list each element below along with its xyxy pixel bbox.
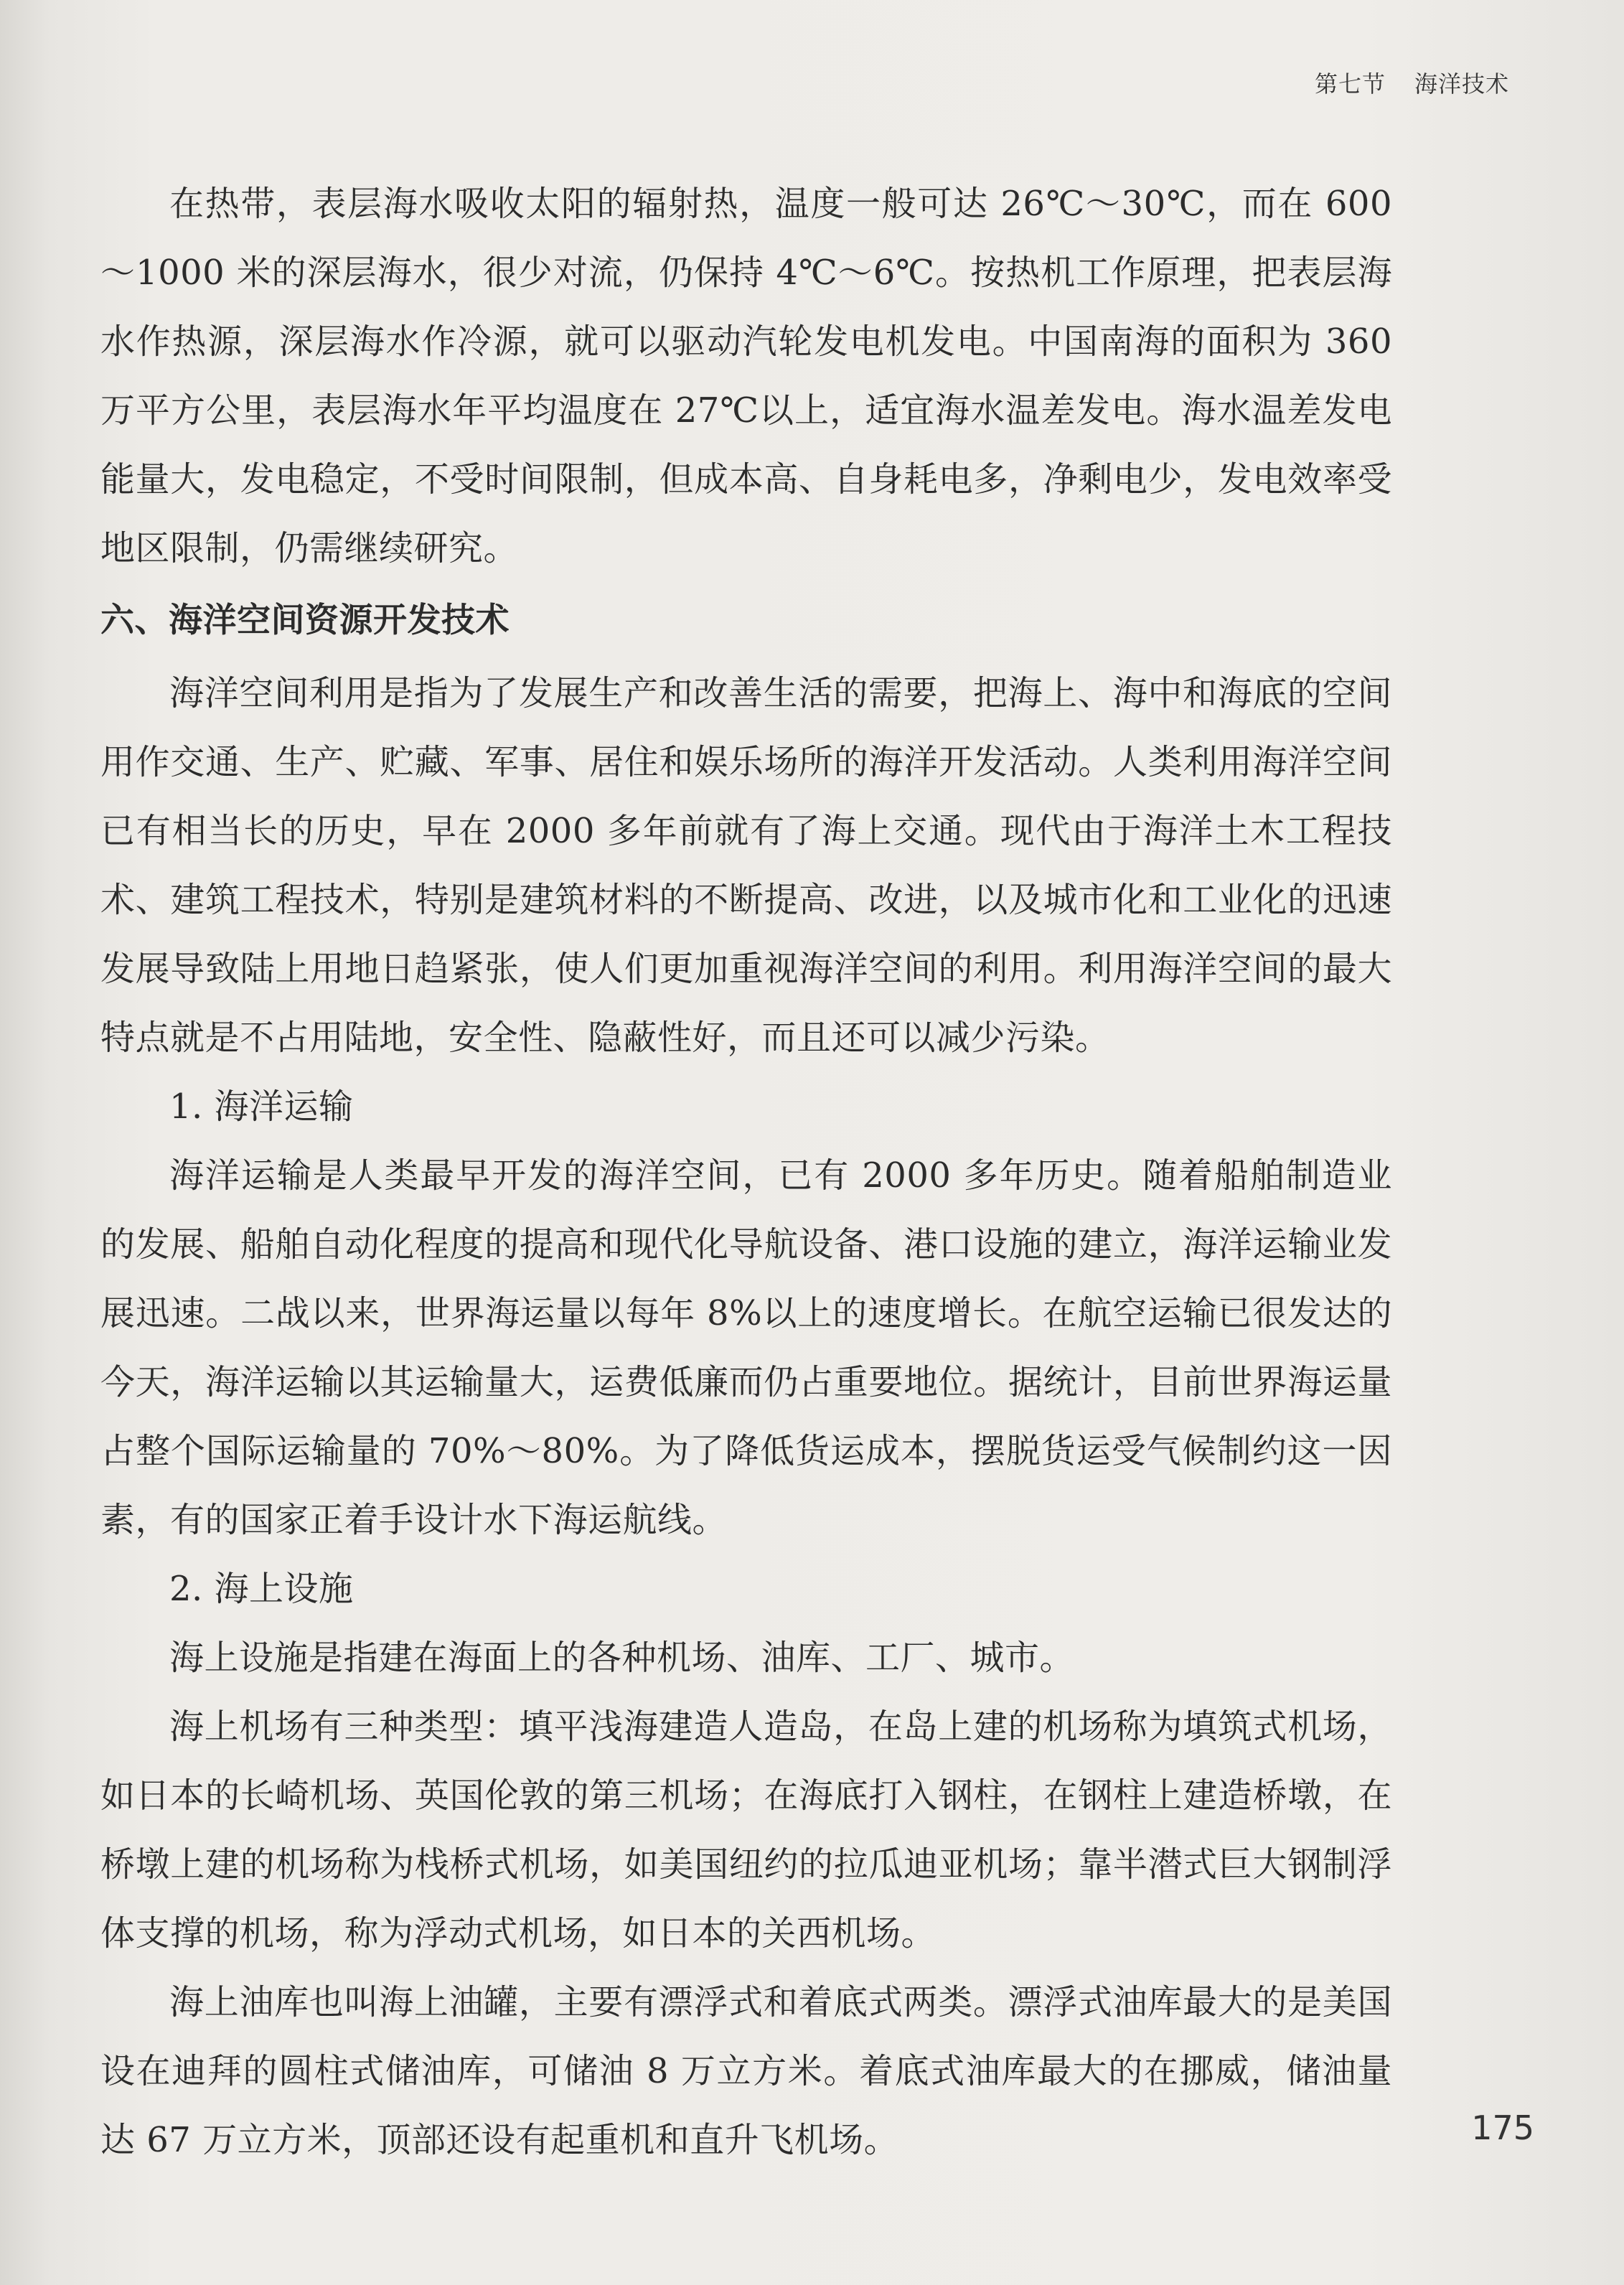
running-header: [1315, 66, 1509, 99]
page-number: 175: [1471, 2108, 1534, 2147]
paragraph-ocean-transport: 海洋运输是人类最早开发的海洋空间，已有 2000 多年历史。随着船舶制造业的发展、船舶自动化程度的提高和现代化导航设备、港口设施的建立，海洋运输业发展迅速。二战以来，世界海运量以每年 8%以上的速度增长。在航空运输已很发达的今天，海洋运输以其运输量大，运费低廉而仍占重要地位。据统计，目前世界海运量占整个国际运输量的 70%～80%。为了降低货运成本，摆脱货运受气候制约这一因素，有的国家正着手设计水下海运航线。: [100, 1155, 1392, 1540]
paragraph-offshore-facilities: 海上设施是指建在海面上的各种机场、油库、工厂、城市。: [169, 1638, 1075, 1678]
paragraph-offshore-oil-depots: 海上油库也叫海上油罐，主要有漂浮式和着底式两类。漂浮式油库最大的是美国设在迪拜的圆柱式储油库，可储油 8 万立方米。着底式油库最大的在挪威，储油量达 67 万立方米，顶部还设有起重机和直升飞机场。: [100, 1982, 1392, 2160]
subheading-offshore-facilities: 2. 海上设施: [169, 1569, 354, 1609]
subheading-ocean-transport: 1. 海洋运输: [169, 1087, 354, 1127]
paragraph-offshore-airports: 海上机场有三种类型：填平浅海建造人造岛，在岛上建的机场称为填筑式机场，如日本的长崎机场、英国伦敦的第三机场；在海底打入钢柱，在钢柱上建造桥墩，在桥墩上建的机场称为栈桥式机场，如美国纽约的拉瓜迪亚机场；靠半潜式巨大钢制浮体支撑的机场，称为浮动式机场，如日本的关西机场。: [100, 1707, 1392, 1953]
paragraph-ocean-thermal: 在热带，表层海水吸收太阳的辐射热，温度一般可达 26℃～30℃，而在 600～1000 米的深层海水，很少对流，仍保持 4℃～6℃。按热机工作原理，把表层海水作热源，深层海水作冷源，就可以驱动汽轮发电机发电。中国南海的面积为 360 万平方公里，表层海水年平均温度在 27℃以上，适宜海水温差发电。海水温差发电能量大，发电稳定，不受时间限制，但成本高、自身耗电多，净剩电少，发电效率受地区限制，仍需继续研究。: [100, 184, 1392, 568]
header-section: 第七节: [1314, 70, 1386, 98]
section-heading-ocean-space: 六、海洋空间资源开发技术: [100, 601, 510, 640]
page-body: [100, 169, 1392, 2174]
paragraph-ocean-space-intro: 海洋空间利用是指为了发展生产和改善生活的需要，把海上、海中和海底的空间用作交通、生产、贮藏、军事、居住和娱乐场所的海洋开发活动。人类利用海洋空间已有相当长的历史，早在 2000 多年前就有了海上交通。现代由于海洋土木工程技术、建筑工程技术，特别是建筑材料的不断提高、改进，以及城市化和工业化的迅速发展导致陆上用地日趋紧张，使人们更加重视海洋空间的利用。利用海洋空间的最大特点就是不占用陆地，安全性、隐蔽性好，而且还可以减少污染。: [100, 673, 1392, 1058]
header-title: 海洋技术: [1414, 70, 1509, 98]
